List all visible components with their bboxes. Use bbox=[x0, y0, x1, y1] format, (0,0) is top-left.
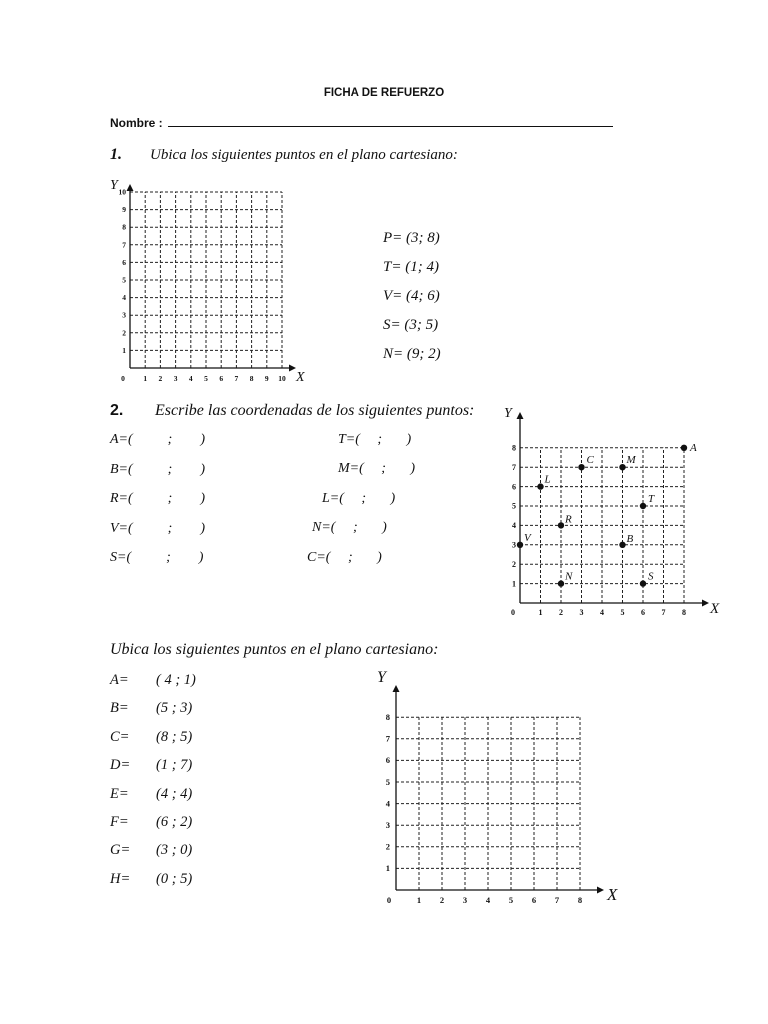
point-coords: (5 ; 3) bbox=[156, 700, 193, 717]
x-axis-arrow bbox=[702, 600, 709, 607]
exercise-1-point-list bbox=[383, 230, 441, 375]
y-tick-label: 2 bbox=[385, 841, 390, 852]
page-title: FICHA DE REFUERZO bbox=[323, 87, 445, 99]
point-r-label: R bbox=[565, 513, 572, 526]
y-tick-label: 3 bbox=[385, 820, 390, 831]
plotted-points bbox=[517, 442, 697, 587]
exercise-2-grid bbox=[500, 400, 730, 620]
point-c-marker bbox=[578, 464, 584, 470]
y-tick-label: 6 bbox=[385, 755, 390, 766]
y-axis-label: Y bbox=[377, 669, 386, 686]
point-l-marker bbox=[537, 483, 543, 489]
point-t-label: T bbox=[648, 493, 655, 505]
y-tick-label: 8 bbox=[385, 712, 390, 723]
point-b-label: B bbox=[626, 532, 634, 545]
x-tick-label: 6 bbox=[219, 374, 224, 383]
point-name: G= bbox=[110, 842, 131, 859]
name-field-row bbox=[110, 115, 613, 130]
point-coords: (6 ; 2) bbox=[156, 813, 193, 830]
grid-lines bbox=[396, 717, 580, 890]
x-tick-label: 7 bbox=[554, 895, 560, 905]
point-coords: ( 4 ; 1) bbox=[156, 672, 196, 688]
coordinate-blank[interactable]: B=( ; ) bbox=[110, 461, 205, 477]
y-tick-label: 6 bbox=[512, 482, 516, 492]
y-tick-label: 1 bbox=[122, 345, 126, 355]
x-tick-label: 0 bbox=[511, 608, 515, 617]
point-c-label: C bbox=[586, 454, 594, 467]
x-tick-label: 8 bbox=[577, 895, 583, 905]
x-tick-label: 1 bbox=[416, 895, 422, 905]
point-a-marker bbox=[681, 445, 687, 451]
x-axis-arrow bbox=[289, 365, 296, 372]
point-item bbox=[110, 757, 196, 785]
y-tick-label: 3 bbox=[512, 540, 516, 550]
x-tick-label: 5 bbox=[620, 608, 625, 617]
x-tick-label: 1 bbox=[538, 608, 543, 617]
x-tick-label: 3 bbox=[579, 608, 584, 617]
x-tick-label: 0 bbox=[386, 895, 392, 905]
point-s-marker bbox=[640, 580, 646, 586]
exercise-2-number: 2. bbox=[110, 402, 124, 419]
y-tick-label: 6 bbox=[122, 257, 126, 267]
y-tick-label: 5 bbox=[385, 776, 390, 787]
exercise-1-instruction: Ubica los siguientes puntos en el plano cartesiano: bbox=[150, 147, 458, 163]
point-t-marker bbox=[640, 503, 646, 509]
point-name: B= bbox=[110, 700, 129, 717]
y-tick-label: 3 bbox=[122, 310, 126, 320]
point-name: C= bbox=[110, 728, 130, 745]
coordinate-blank[interactable]: V=( ; ) bbox=[110, 520, 205, 536]
point-item bbox=[110, 672, 196, 700]
x-tick-label: 2 bbox=[439, 895, 445, 905]
coordinate-blank[interactable]: A=( ; ) bbox=[110, 432, 205, 447]
name-input-line[interactable] bbox=[168, 115, 613, 127]
point-name: F= bbox=[110, 813, 129, 830]
point-m-marker bbox=[619, 464, 625, 470]
y-tick-label: 2 bbox=[122, 328, 126, 338]
x-tick-label: 8 bbox=[249, 374, 254, 383]
point-n-marker bbox=[558, 580, 564, 586]
x-tick-label: 5 bbox=[508, 895, 514, 905]
y-tick-label: 8 bbox=[512, 443, 516, 453]
coordinate-blank[interactable]: M=( ; ) bbox=[338, 461, 416, 476]
x-axis-label: X bbox=[607, 885, 618, 904]
point-item: T= (1; 4) bbox=[383, 259, 439, 275]
y-tick-label: 7 bbox=[122, 240, 126, 250]
y-tick-label: 5 bbox=[512, 501, 516, 511]
point-item bbox=[110, 814, 196, 842]
point-coords: (0 ; 5) bbox=[156, 870, 193, 887]
point-item: N= (9; 2) bbox=[383, 346, 441, 362]
name-label: Nombre : bbox=[110, 116, 163, 130]
y-tick-label: 1 bbox=[512, 579, 516, 589]
coordinate-blank[interactable]: N=( ; ) bbox=[312, 520, 387, 535]
point-v-marker bbox=[517, 542, 523, 548]
x-tick-label: 0 bbox=[121, 374, 125, 383]
x-tick-label: 6 bbox=[531, 895, 537, 905]
point-b-marker bbox=[619, 542, 625, 548]
point-s-label: S bbox=[648, 570, 654, 583]
x-tick-labels bbox=[387, 895, 582, 905]
point-v-label: V bbox=[524, 531, 531, 544]
coordinate-blank[interactable]: L=( ; ) bbox=[322, 491, 396, 506]
y-tick-label: 7 bbox=[512, 462, 516, 472]
y-axis-label: Y bbox=[504, 406, 512, 421]
point-item: P= (3; 8) bbox=[383, 230, 440, 246]
x-tick-label: 1 bbox=[143, 374, 148, 383]
exercise-2-instruction: Escribe las coordenadas de los siguientes puntos: bbox=[155, 402, 475, 419]
x-tick-label: 4 bbox=[600, 608, 604, 617]
x-tick-label: 10 bbox=[278, 374, 286, 383]
y-tick-label: 8 bbox=[122, 222, 126, 232]
point-name: A= bbox=[110, 672, 129, 688]
y-tick-label: 7 bbox=[385, 733, 390, 744]
point-item bbox=[110, 871, 196, 899]
x-tick-label: 7 bbox=[234, 374, 239, 383]
y-tick-label: 1 bbox=[385, 863, 390, 874]
point-n-label: N bbox=[565, 570, 573, 583]
point-coords: (4 ; 4) bbox=[156, 785, 193, 802]
y-tick-label: 10 bbox=[118, 187, 126, 197]
point-coords: (1 ; 7) bbox=[156, 757, 193, 774]
axes bbox=[127, 184, 297, 372]
x-axis-label: X bbox=[296, 370, 305, 385]
point-coords: (3 ; 0) bbox=[156, 842, 193, 859]
x-tick-label: 4 bbox=[485, 895, 491, 905]
exercise-1-grid bbox=[100, 172, 320, 392]
point-m-label: M bbox=[626, 454, 636, 467]
x-tick-label: 9 bbox=[264, 374, 269, 383]
y-tick-labels bbox=[512, 443, 516, 588]
point-item: S= (3; 5) bbox=[383, 317, 439, 333]
x-tick-labels bbox=[121, 374, 286, 383]
point-name: E= bbox=[110, 785, 129, 802]
y-tick-label: 2 bbox=[512, 559, 516, 569]
x-tick-labels bbox=[511, 608, 686, 617]
point-item bbox=[110, 700, 196, 728]
point-r-marker bbox=[558, 522, 564, 528]
point-item bbox=[110, 786, 196, 814]
y-tick-labels bbox=[386, 712, 391, 873]
y-axis-arrow bbox=[393, 685, 400, 692]
x-axis-arrow bbox=[597, 887, 604, 894]
x-axis-label: X bbox=[710, 601, 720, 617]
point-a-label: A bbox=[690, 441, 697, 454]
axes bbox=[517, 412, 710, 607]
x-tick-label: 8 bbox=[682, 608, 686, 617]
x-tick-label: 3 bbox=[173, 374, 178, 383]
grid-lines bbox=[130, 192, 282, 368]
point-coords: (8 ; 5) bbox=[156, 728, 193, 745]
axes bbox=[393, 685, 605, 894]
coordinate-blank[interactable]: R=( ; ) bbox=[110, 491, 205, 506]
exercise-2-blanks-left bbox=[110, 432, 205, 580]
point-item bbox=[110, 729, 196, 757]
coordinate-blank[interactable]: S=( ; ) bbox=[110, 550, 204, 565]
x-tick-label: 5 bbox=[204, 374, 208, 383]
coordinate-blank[interactable]: T=( ; ) bbox=[338, 432, 412, 447]
grid-lines bbox=[520, 448, 684, 603]
y-tick-label: 9 bbox=[122, 205, 126, 215]
x-tick-label: 2 bbox=[158, 374, 163, 383]
x-tick-label: 2 bbox=[559, 608, 563, 617]
point-item bbox=[110, 842, 196, 870]
exercise-3-instruction: Ubica los siguientes puntos en el plano cartesiano: bbox=[110, 641, 439, 658]
exercise-1-number: 1. bbox=[110, 146, 122, 163]
point-item: V= (4; 6) bbox=[383, 288, 440, 304]
x-tick-label: 3 bbox=[462, 895, 468, 905]
x-tick-label: 7 bbox=[661, 608, 666, 617]
y-tick-label: 4 bbox=[122, 293, 126, 303]
y-axis-arrow bbox=[127, 184, 134, 191]
exercise-3-point-list bbox=[110, 672, 196, 899]
y-tick-label: 5 bbox=[122, 275, 126, 285]
x-tick-label: 6 bbox=[641, 608, 645, 617]
y-tick-labels bbox=[119, 188, 127, 355]
y-tick-label: 4 bbox=[385, 798, 390, 809]
point-name: D= bbox=[110, 757, 131, 774]
point-l-label: L bbox=[544, 473, 551, 486]
exercise-3-grid bbox=[370, 665, 630, 910]
y-tick-label: 4 bbox=[512, 521, 516, 531]
y-axis-arrow bbox=[517, 412, 524, 419]
y-axis-label: Y bbox=[110, 178, 118, 193]
x-tick-label: 4 bbox=[188, 374, 193, 383]
coordinate-blank[interactable]: C=( ; ) bbox=[307, 550, 382, 565]
point-name: H= bbox=[110, 870, 131, 887]
